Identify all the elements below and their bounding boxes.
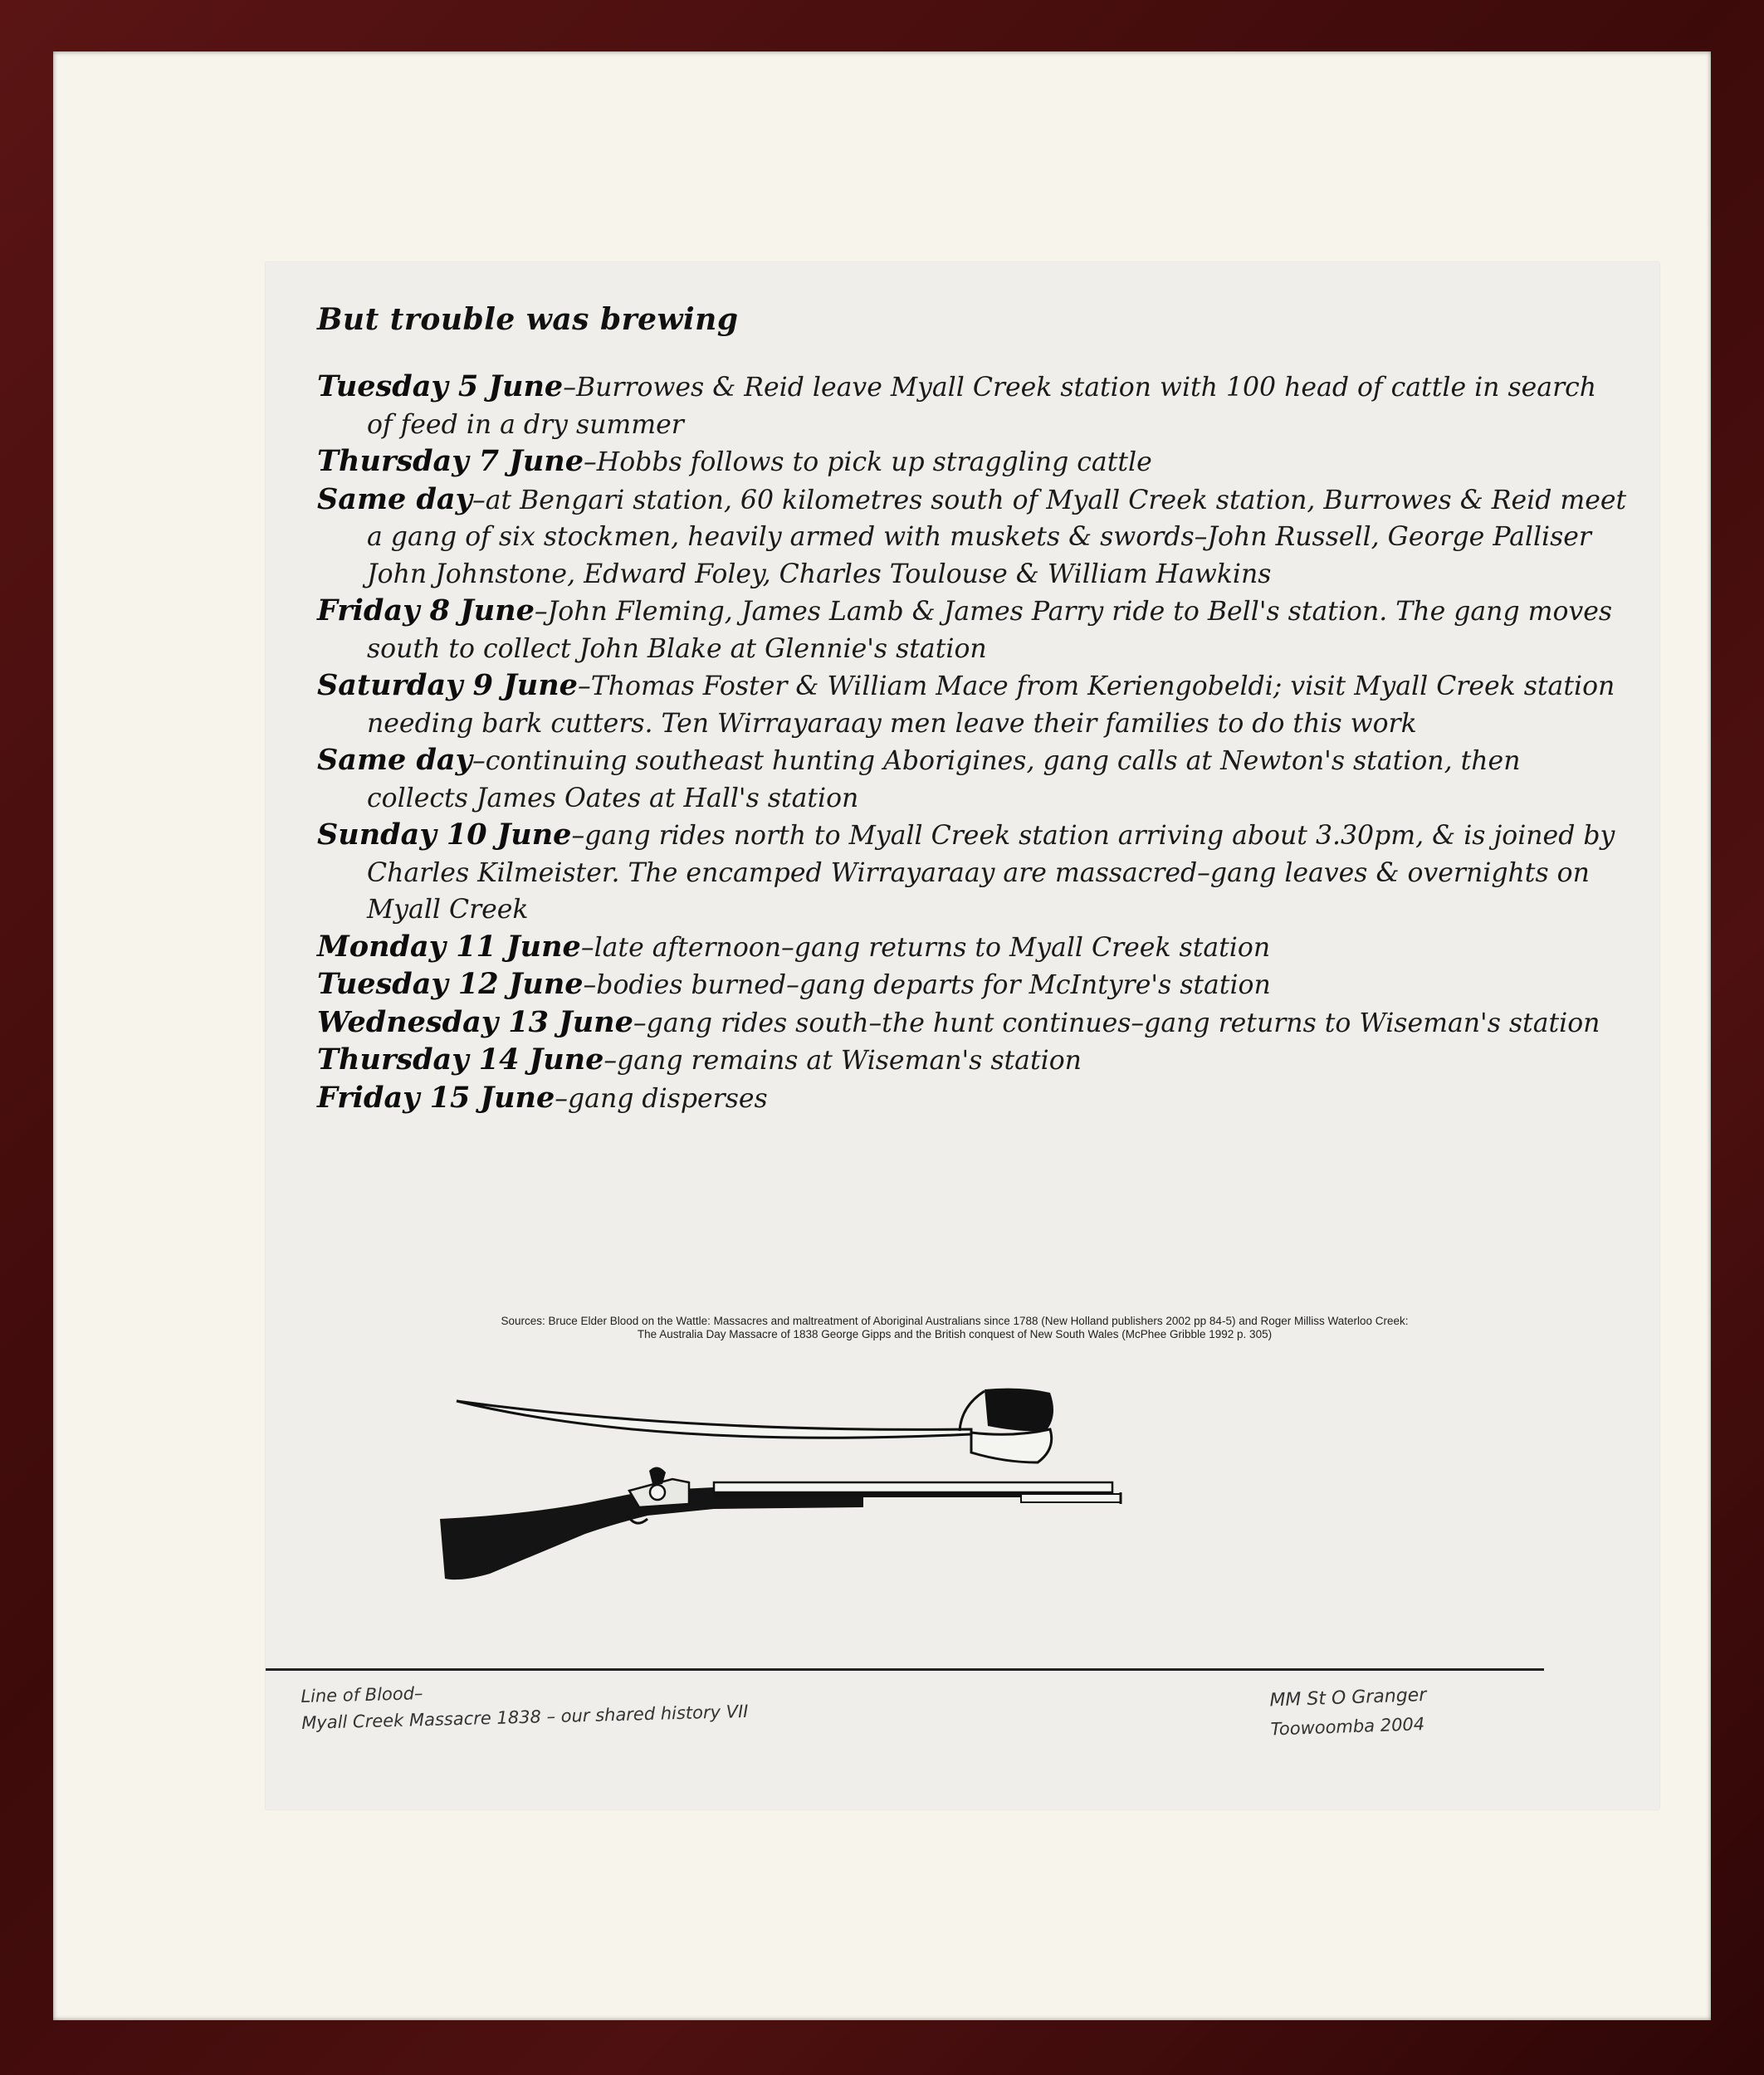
entry-date: Saturday 9 June	[317, 668, 578, 702]
entry-text: –gang disperses	[555, 1083, 768, 1114]
entry-text: –gang remains at Wiseman's station	[603, 1046, 1082, 1076]
entry-date: Monday 11 June	[317, 929, 581, 964]
timeline-entry	[317, 1042, 1629, 1080]
entry-text: –at Bengari station, 60 kilometres south of Myall Creek station, Burrowes & Reid meet a gang of six stockmen, heavily armed with muskets & swords–John Russell, George Palliser John Johnstone, Edward Foley, Charles Toulouse & William Hawkins	[367, 485, 1627, 589]
sources-note	[374, 1315, 1536, 1341]
entry-date: Tuesday 5 June	[317, 369, 564, 403]
musket-illustration	[440, 1467, 1121, 1579]
timeline-entry	[317, 1080, 1629, 1118]
divider-line	[266, 1668, 1544, 1671]
entry-text: –Burrowes & Reid leave Myall Creek station with 100 head of cattle in search of feed in a dry summer	[367, 373, 1597, 440]
timeline-entry	[317, 1004, 1629, 1042]
timeline	[317, 369, 1629, 1117]
entry-date: Tuesday 12 June	[317, 967, 584, 1001]
sources-line: The Australia Day Massacre of 1838 George Gipps and the British conquest of New South Wales (McPhee Gribble 1992 p. 305)	[637, 1328, 1273, 1340]
artist-signature	[1269, 1679, 1487, 1743]
entry-date: Thursday 14 June	[317, 1042, 604, 1077]
entry-text: –gang rides south–the hunt continues–gang returns to Wiseman's station	[633, 1008, 1600, 1038]
entry-date: Friday 15 June	[317, 1080, 555, 1115]
artwork-caption	[301, 1672, 749, 1736]
entry-text: –bodies burned–gang departs for McIntyre's station	[583, 970, 1271, 1000]
mat-board	[53, 51, 1711, 2020]
entry-text: –late afternoon–gang returns to Myall Creek station	[580, 932, 1271, 963]
timeline-entry	[317, 966, 1629, 1004]
entry-date: Sunday 10 June	[317, 818, 572, 852]
weapons-illustration	[440, 1383, 1270, 1632]
sources-line: Sources: Bruce Elder Blood on the Wattle: Massacres and maltreatment of Aboriginal Australians since 1788 (New Holland publishers 2002 pp 84-5) and Roger Milliss Waterloo Creek:	[501, 1315, 1409, 1327]
entry-date: Friday 8 June	[317, 593, 535, 627]
entry-text: –gang rides north to Myall Creek station arriving about 3.30pm, & is joined by Charles Kilmeister. The encamped Wirrayaraay are massacred–gang leaves & overnights on Myall Creek	[367, 821, 1615, 925]
timeline-entry	[317, 929, 1629, 967]
signature-name: MM St O Granger	[1269, 1684, 1427, 1711]
sabre-illustration	[457, 1389, 1053, 1462]
timeline-entry	[317, 667, 1629, 742]
entry-text: –continuing southeast hunting Aborigines, gang calls at Newton's station, then collects James Oates at Hall's station	[367, 746, 1521, 813]
print-sheet	[266, 262, 1659, 1809]
timeline-entry	[317, 817, 1629, 929]
entry-text: –John Fleming, James Lamb & James Parry ride to Bell's station. The gang moves south to collect John Blake at Glennie's station	[367, 597, 1613, 664]
entry-date: Thursday 7 June	[317, 444, 584, 478]
timeline-entry	[317, 369, 1629, 443]
heading: But trouble was brewing	[317, 302, 739, 337]
entry-text: –Hobbs follows to pick up straggling cattle	[584, 447, 1152, 477]
timeline-entry	[317, 593, 1629, 667]
signature-place-year: Toowoomba 2004	[1270, 1714, 1425, 1740]
entry-date: Wednesday 13 June	[317, 1004, 633, 1039]
timeline-entry	[317, 742, 1629, 817]
caption-title: Line of Blood–	[301, 1683, 423, 1706]
timeline-entry	[317, 481, 1629, 593]
entry-date: Same day	[317, 743, 472, 777]
timeline-entry	[317, 443, 1629, 481]
entry-text: –Thomas Foster & William Mace from Keriengobeldi; visit Myall Creek station needing bark cutters. Ten Wirrayaraay men leave their families to do this work	[367, 671, 1615, 739]
caption-subtitle: Myall Creek Massacre 1838 – our shared history VII	[301, 1701, 749, 1733]
entry-date: Same day	[317, 481, 472, 516]
